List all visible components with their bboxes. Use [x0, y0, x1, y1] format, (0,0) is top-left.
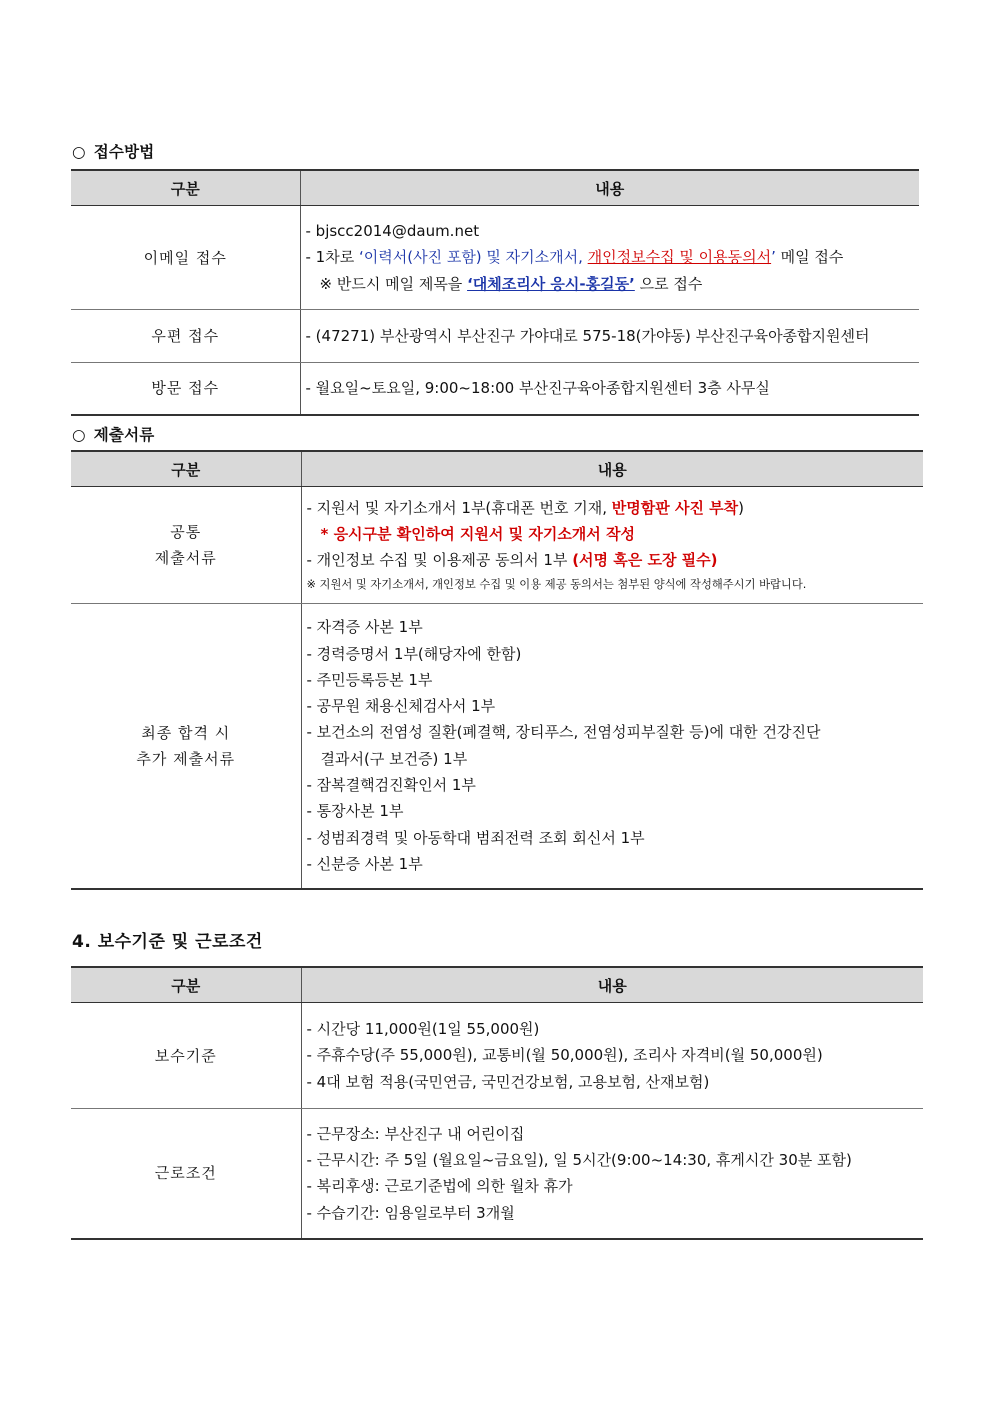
- list-item: - 경력증명서 1부(해당자에 한함): [306, 644, 522, 663]
- visit-label: 방문 접수: [71, 363, 300, 415]
- list-item: - 주민등록등본 1부: [306, 670, 433, 689]
- post-label: 우편 접수: [71, 310, 300, 363]
- list-item: - 자격증 사본 1부: [306, 618, 423, 637]
- table-row: [71, 1003, 923, 1109]
- list-item: - 근무시간: 주 5일 (월요일~금요일), 일 5시간(9:00~14:30, 휴게시간 30분 포함): [306, 1150, 852, 1169]
- list-item: * 응시구분 확인하여 지원서 및 자기소개서 작성: [320, 524, 635, 543]
- list-item: - 성범죄경력 및 아동학대 범죄전력 조회 회신서 1부: [306, 828, 645, 847]
- table-row: [71, 604, 923, 889]
- common-docs-label: 공통 제출서류: [71, 487, 301, 604]
- email-label: 이메일 접수: [71, 206, 300, 310]
- work-label: 근로조건: [71, 1109, 301, 1239]
- circle-bullet-icon: ○: [72, 143, 86, 161]
- header-content: 내용: [301, 451, 923, 487]
- email-content: [300, 206, 919, 310]
- header-category: 구분: [71, 967, 301, 1003]
- section-receipt-title: ○ 접수방법: [72, 143, 155, 161]
- list-item: - 개인정보 수집 및 이용제공 동의서 1부 (서명 혹은 도장 필수): [306, 551, 718, 570]
- table-row: [71, 206, 919, 310]
- header-category: 구분: [71, 451, 301, 487]
- receipt-method-table: [71, 169, 919, 416]
- common-docs-content: [301, 487, 923, 604]
- list-item: 결과서(구 보건증) 1부: [320, 749, 468, 768]
- list-item: - 4대 보험 적용(국민연금, 국민건강보험, 고용보험, 산재보험): [306, 1072, 710, 1091]
- section-documents-title: ○ 제출서류: [72, 426, 155, 444]
- table-row: [71, 310, 919, 363]
- list-item: - 시간당 11,000원(1일 55,000원): [306, 1020, 540, 1039]
- list-item: - 근무장소: 부산진구 내 어린이집: [306, 1124, 525, 1143]
- final-docs-content: [301, 604, 923, 889]
- pay-conditions-table: [71, 966, 923, 1240]
- work-content: [301, 1109, 923, 1239]
- list-item: - 주휴수당(주 55,000원), 교통비(월 50,000원), 조리사 자격비(월 50,000원): [306, 1046, 823, 1065]
- list-item: - 신분증 사본 1부: [306, 854, 423, 873]
- email-instruction: - 1차로 ‘이력서(사진 포함) 및 자기소개서, 개인정보수집 및 이용동의서’ 메일 접수: [305, 248, 844, 267]
- final-docs-label: 최종 합격 시 추가 제출서류: [71, 604, 301, 889]
- pay-content: [301, 1003, 923, 1109]
- email-address: - bjscc2014@daum.net: [305, 222, 480, 241]
- list-item: - 지원서 및 자기소개서 1부(휴대폰 번호 기재, 반명함판 사진 부착): [306, 498, 745, 517]
- common-docs-note: ※ 지원서 및 자기소개서, 개인정보 수집 및 이용 제공 동의서는 첨부된 양식에 작성해주시기 바랍니다.: [306, 578, 807, 592]
- table-row: [71, 363, 919, 415]
- table-row: [71, 1109, 923, 1239]
- list-item: - 수습기간: 임용일로부터 3개월: [306, 1203, 515, 1222]
- visit-info: - 월요일~토요일, 9:00~18:00 부산진구육아종합지원센터 3층 사무실: [305, 379, 770, 398]
- header-content: 내용: [300, 170, 919, 206]
- email-subject-note: ※ 반드시 메일 제목을 ‘대체조리사 응시-홍길동’ 으로 접수: [319, 274, 703, 293]
- list-item: - 통장사본 1부: [306, 802, 404, 821]
- list-item: - 잠복결핵검진확인서 1부: [306, 776, 476, 795]
- post-address: - (47271) 부산광역시 부산진구 가야대로 575-18(가야동) 부산진구육아종합지원센터: [305, 326, 870, 345]
- header-category: 구분: [71, 170, 300, 206]
- table-row: [71, 487, 923, 604]
- list-item: - 보건소의 전염성 질환(폐결핵, 장티푸스, 전염성피부질환 등)에 대한 건강진단: [306, 723, 821, 742]
- documents-table: [71, 450, 923, 890]
- list-item: - 공무원 채용신체검사서 1부: [306, 697, 496, 716]
- pay-conditions-title: 4. 보수기준 및 근로조건: [72, 932, 263, 952]
- circle-bullet-icon: ○: [72, 426, 86, 444]
- header-content: 내용: [301, 967, 923, 1003]
- list-item: - 복리후생: 근로기준법에 의한 월차 휴가: [306, 1177, 573, 1196]
- pay-label: 보수기준: [71, 1003, 301, 1109]
